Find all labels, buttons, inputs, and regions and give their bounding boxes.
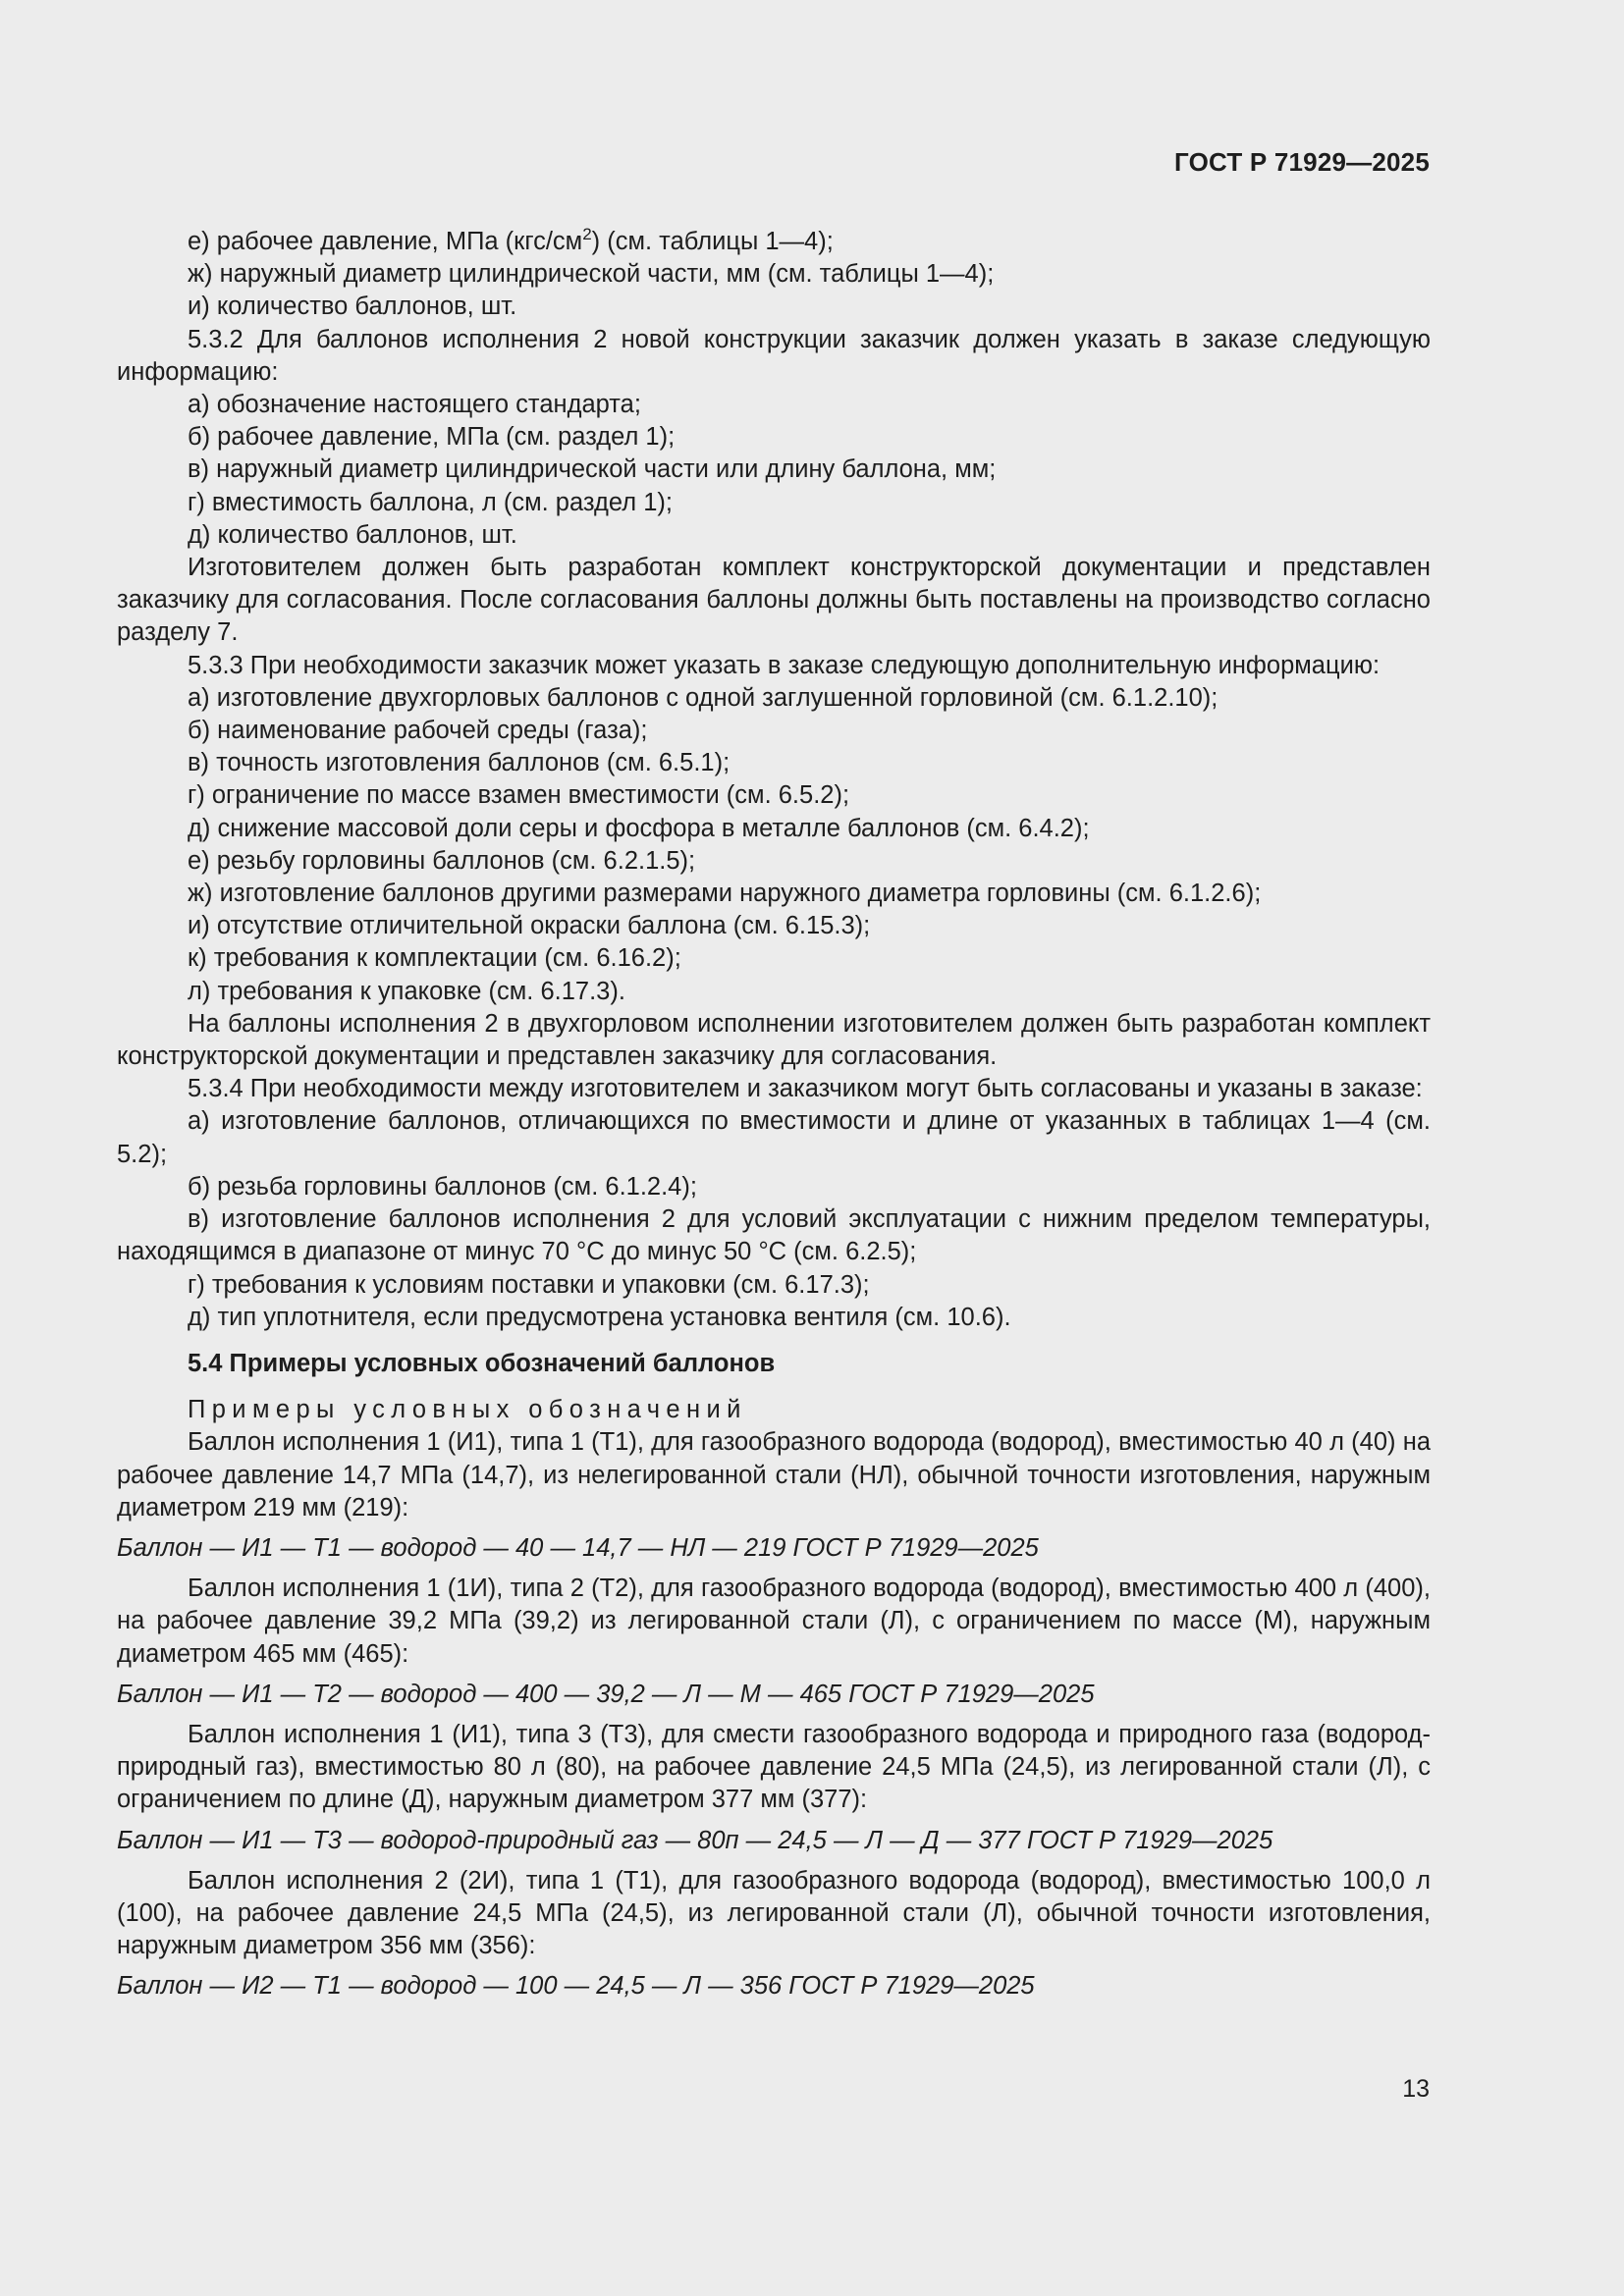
section-heading-5-4: 5.4 Примеры условных обозначений баллонов bbox=[188, 1349, 776, 1377]
list-item: а) обозначение настоящего стандарта; bbox=[188, 391, 641, 419]
text-span: е) рабочее давление, МПа (кгс/см bbox=[188, 228, 583, 255]
example-designation: Баллон — И1 — Т1 — водород — 40 — 14,7 — НЛ — 219 ГОСТ Р 71929—2025 bbox=[117, 1533, 1039, 1562]
list-item: г) ограничение по массе взамен вместимости (см. 6.5.2); bbox=[188, 781, 850, 810]
text-span: ) (см. таблицы 1—4); bbox=[591, 228, 834, 255]
page-number: 13 bbox=[1402, 2075, 1430, 2103]
list-item: б) рабочее давление, МПа (см. раздел 1); bbox=[188, 423, 676, 452]
list-item: д) снижение массовой доли серы и фосфора в металле баллонов (см. 6.4.2); bbox=[188, 814, 1090, 842]
list-item: к) требования к комплектации (см. 6.16.2); bbox=[188, 944, 681, 973]
example-designation: Баллон — И2 — Т1 — водород — 100 — 24,5 — Л — 356 ГОСТ Р 71929—2025 bbox=[117, 1972, 1035, 2001]
list-item: а) изготовление баллонов, отличающихся по вместимости и длине от указанных в таблицах 1—4 (см. 5.2); bbox=[117, 1107, 1431, 1168]
superscript: 2 bbox=[582, 225, 592, 243]
list-item: и) отсутствие отличительной окраски баллона (см. 6.15.3); bbox=[188, 912, 871, 940]
example-description: Баллон исполнения 2 (2И), типа 1 (Т1), для газообразного водорода (водород), вместимостью 100,0 л (100), на рабочее давление 24,5 МПа (24,5), из легированной стали (Л), обычной точности изготовления, наружным диаметром 356 мм (356): bbox=[117, 1866, 1431, 1960]
paragraph: Изготовителем должен быть разработан комплект конструкторской документации и представлен заказчику для согласования. После согласования баллоны должны быть поставлены на производство согласно разделу 7. bbox=[117, 554, 1431, 647]
list-item bbox=[117, 226, 1431, 258]
list-item: б) наименование рабочей среды (газа); bbox=[188, 717, 648, 745]
example-description: Баллон исполнения 1 (1И), типа 2 (Т2), для газообразного водорода (водород), вместимостью 400 л (400), на рабочее давление 39,2 МПа (39,2) из легированной стали (Л), с ограничением по массе (М), наружным диаметром 465 мм (465): bbox=[117, 1575, 1431, 1668]
example-designation: Баллон — И1 — Т2 — водород — 400 — 39,2 — Л — М — 465 ГОСТ Р 71929—2025 bbox=[117, 1680, 1095, 1708]
examples-label: Примеры условных обозначений bbox=[188, 1396, 747, 1424]
list-item: е) резьбу горловины баллонов (см. 6.2.1.5); bbox=[188, 846, 696, 875]
list-item: а) изготовление двухгорловых баллонов с одной заглушенной горловиной (см. 6.1.2.10); bbox=[188, 683, 1218, 712]
example-description: Баллон исполнения 1 (И1), типа 1 (Т1), для газообразного водорода (водород), вместимостью 40 л (40) на рабочее давление 14,7 МПа (14,7), из нелегированной стали (НЛ), обычной точности изготовления, наружным диаметром 219 мм (219): bbox=[117, 1428, 1431, 1522]
list-item: в) точность изготовления баллонов (см. 6.5.1); bbox=[188, 749, 731, 777]
list-item: г) вместимость баллона, л (см. раздел 1); bbox=[188, 488, 673, 516]
list-item: д) тип уплотнителя, если предусмотрена установка вентиля (см. 10.6). bbox=[188, 1303, 1011, 1331]
list-item: ж) изготовление баллонов другими размерами наружного диаметра горловины (см. 6.1.2.6); bbox=[188, 880, 1262, 908]
list-item: г) требования к условиям поставки и упаковки (см. 6.17.3); bbox=[188, 1270, 870, 1299]
document-body bbox=[117, 226, 1431, 2011]
example-description: Баллон исполнения 1 (И1), типа 3 (Т3), для смести газообразного водорода и природного газа (водород-природный газ), вместимостью 80 л (80), на рабочее давление 24,5 МПа (24,5), из легированной стали (Л), с ограничением по длине (Д), наружным диаметром 377 мм (377): bbox=[117, 1720, 1431, 1814]
list-item: и) количество баллонов, шт. bbox=[188, 293, 517, 321]
document-header: ГОСТ Р 71929—2025 bbox=[1174, 147, 1430, 177]
list-item: л) требования к упаковке (см. 6.17.3). bbox=[188, 977, 625, 1005]
paragraph-5-3-2: 5.3.2 Для баллонов исполнения 2 новой конструкции заказчик должен указать в заказе следующую информацию: bbox=[117, 325, 1431, 386]
list-item: д) количество баллонов, шт. bbox=[188, 520, 517, 549]
list-item: в) изготовление баллонов исполнения 2 для условий эксплуатации с нижним пределом температуры, находящимся в диапазоне от минус 70 °С до минус 50 °С (см. 6.2.5); bbox=[117, 1205, 1431, 1266]
example-designation: Баллон — И1 — Т3 — водород-природный газ — 80п — 24,5 — Л — Д — 377 ГОСТ Р 71929—2025 bbox=[117, 1826, 1273, 1854]
list-item: в) наружный диаметр цилиндрической части или длину баллона, мм; bbox=[188, 455, 997, 484]
list-item: ж) наружный диаметр цилиндрической части, мм (см. таблицы 1—4); bbox=[188, 260, 995, 289]
paragraph: На баллоны исполнения 2 в двухгорловом исполнении изготовителем должен быть разработан комплект конструкторской документации и представлен заказчику для согласования. bbox=[117, 1009, 1431, 1071]
list-item: б) резьба горловины баллонов (см. 6.1.2.4); bbox=[188, 1172, 697, 1201]
paragraph-5-3-4: 5.3.4 При необходимости между изготовителем и заказчиком могут быть согласованы и указаны в заказе: bbox=[188, 1075, 1423, 1103]
paragraph-5-3-3: 5.3.3 При необходимости заказчик может указать в заказе следующую дополнительную информацию: bbox=[188, 651, 1380, 679]
